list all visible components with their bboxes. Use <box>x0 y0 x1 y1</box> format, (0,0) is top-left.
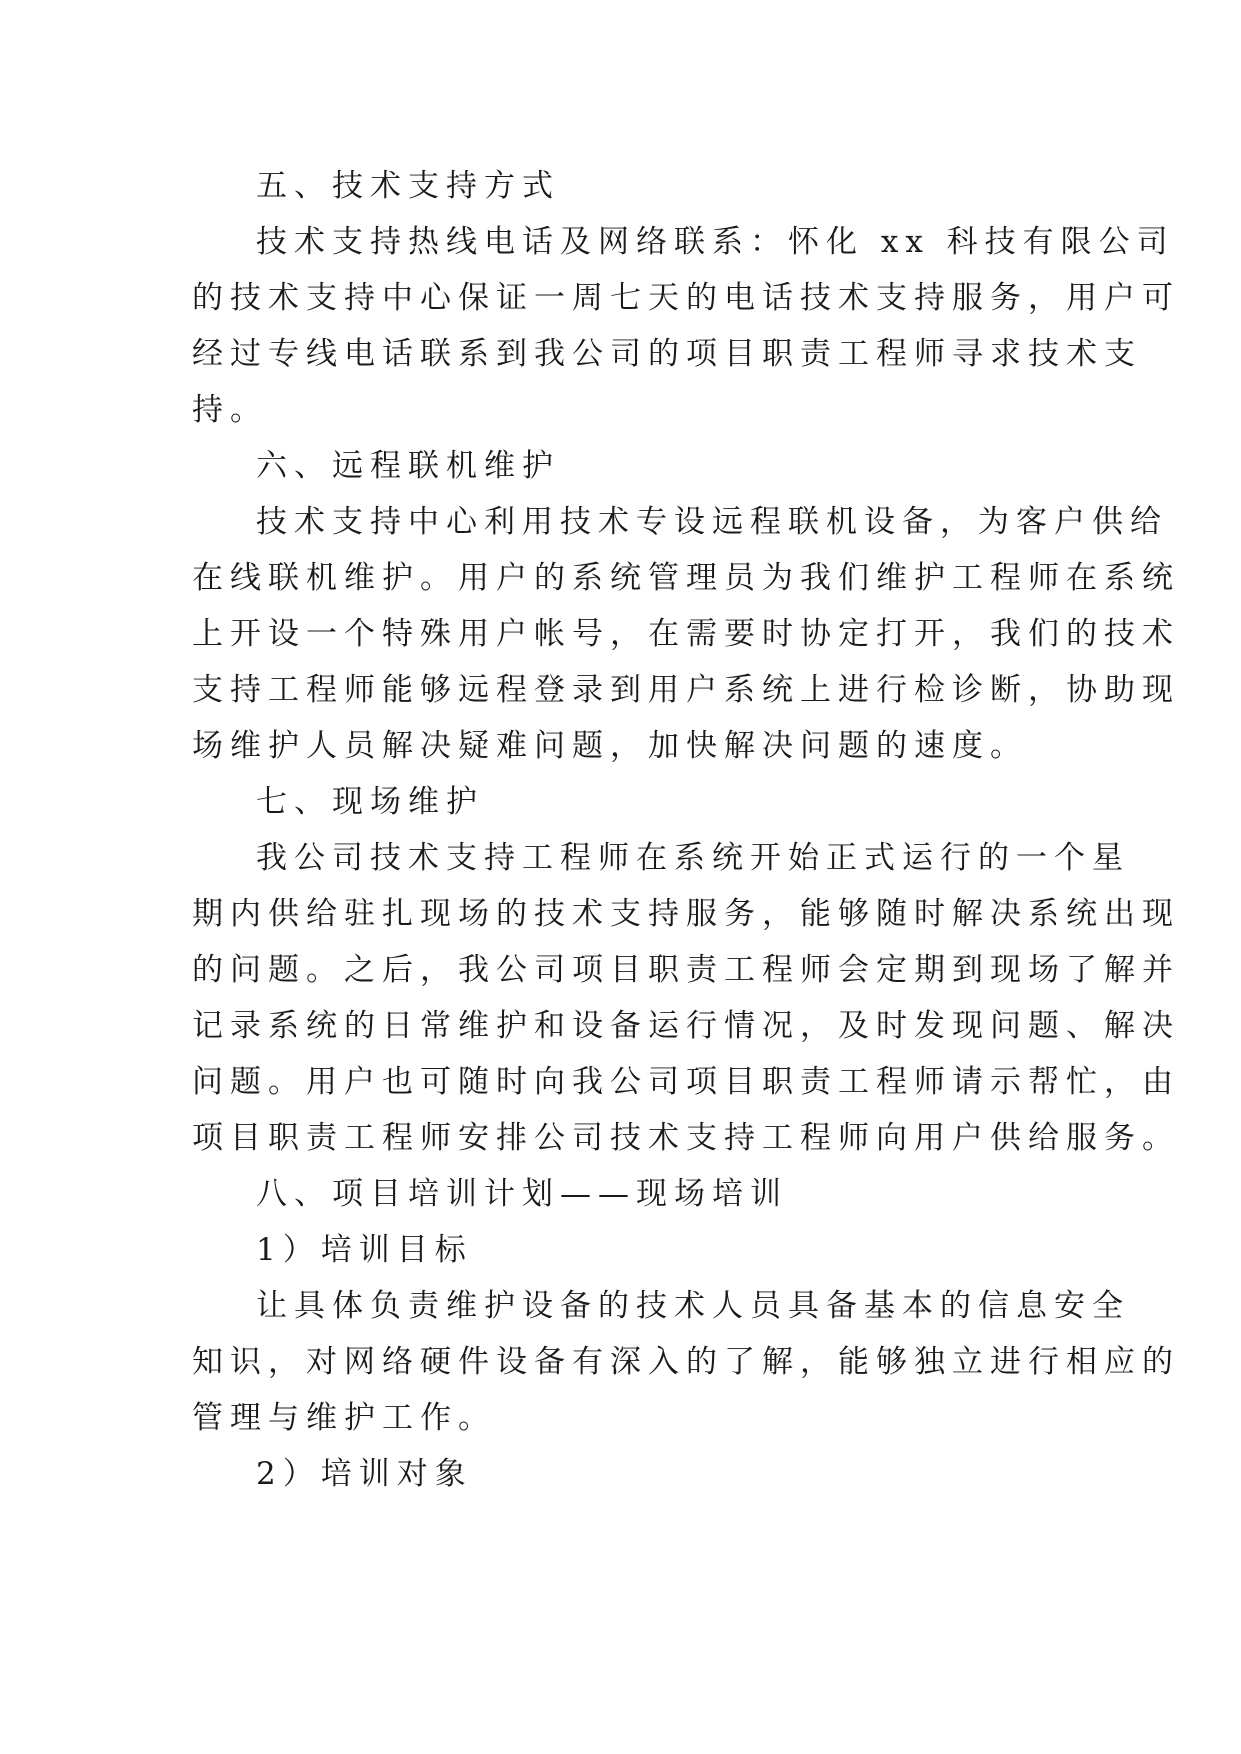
subheading-training-goal: 1）培训目标 <box>256 1232 473 1268</box>
paragraph-line: 经过专线电话联系到我公司的项目职责工程师寻求技术支 <box>192 336 1142 372</box>
paragraph-line: 技术支持热线电话及网络联系：怀化 xx 科技有限公司 <box>256 224 1175 260</box>
paragraph-line: 问题。用户也可随时向我公司项目职责工程师请示帮忙，由 <box>192 1064 1180 1100</box>
paragraph-line: 支持工程师能够远程登录到用户系统上进行检诊断，协助现 <box>192 672 1180 708</box>
paragraph-line: 期内供给驻扎现场的技术支持服务，能够随时解决系统出现 <box>192 896 1180 932</box>
heading-onsite-maintenance: 七、现场维护 <box>256 784 484 820</box>
heading-technical-support-method: 五、技术支持方式 <box>256 168 560 204</box>
paragraph-line: 场维护人员解决疑难问题，加快解决问题的速度。 <box>192 728 1028 764</box>
paragraph-line: 让具体负责维护设备的技术人员具备基本的信息安全 <box>256 1288 1130 1324</box>
paragraph-line: 知识，对网络硬件设备有深入的了解，能够独立进行相应的 <box>192 1344 1180 1380</box>
paragraph-line: 项目职责工程师安排公司技术支持工程师向用户供给服务。 <box>192 1120 1180 1156</box>
paragraph-line: 的技术支持中心保证一周七天的电话技术支持服务，用户可 <box>192 280 1180 316</box>
heading-training-plan: 八、项目培训计划——现场培训 <box>256 1176 788 1212</box>
paragraph-line: 的问题。之后，我公司项目职责工程师会定期到现场了解并 <box>192 952 1180 988</box>
heading-remote-maintenance: 六、远程联机维护 <box>256 448 560 484</box>
paragraph-line: 我公司技术支持工程师在系统开始正式运行的一个星 <box>256 840 1130 876</box>
paragraph-line: 管理与维护工作。 <box>192 1400 496 1436</box>
paragraph-line: 上开设一个特殊用户帐号，在需要时协定打开，我们的技术 <box>192 616 1180 652</box>
paragraph-line: 记录系统的日常维护和设备运行情况，及时发现问题、解决 <box>192 1008 1180 1044</box>
paragraph-line: 在线联机维护。用户的系统管理员为我们维护工程师在系统 <box>192 560 1180 596</box>
subheading-training-audience: 2）培训对象 <box>256 1456 473 1492</box>
paragraph-line: 技术支持中心利用技术专设远程联机设备，为客户供给 <box>256 504 1168 540</box>
paragraph-line: 持。 <box>192 392 268 428</box>
